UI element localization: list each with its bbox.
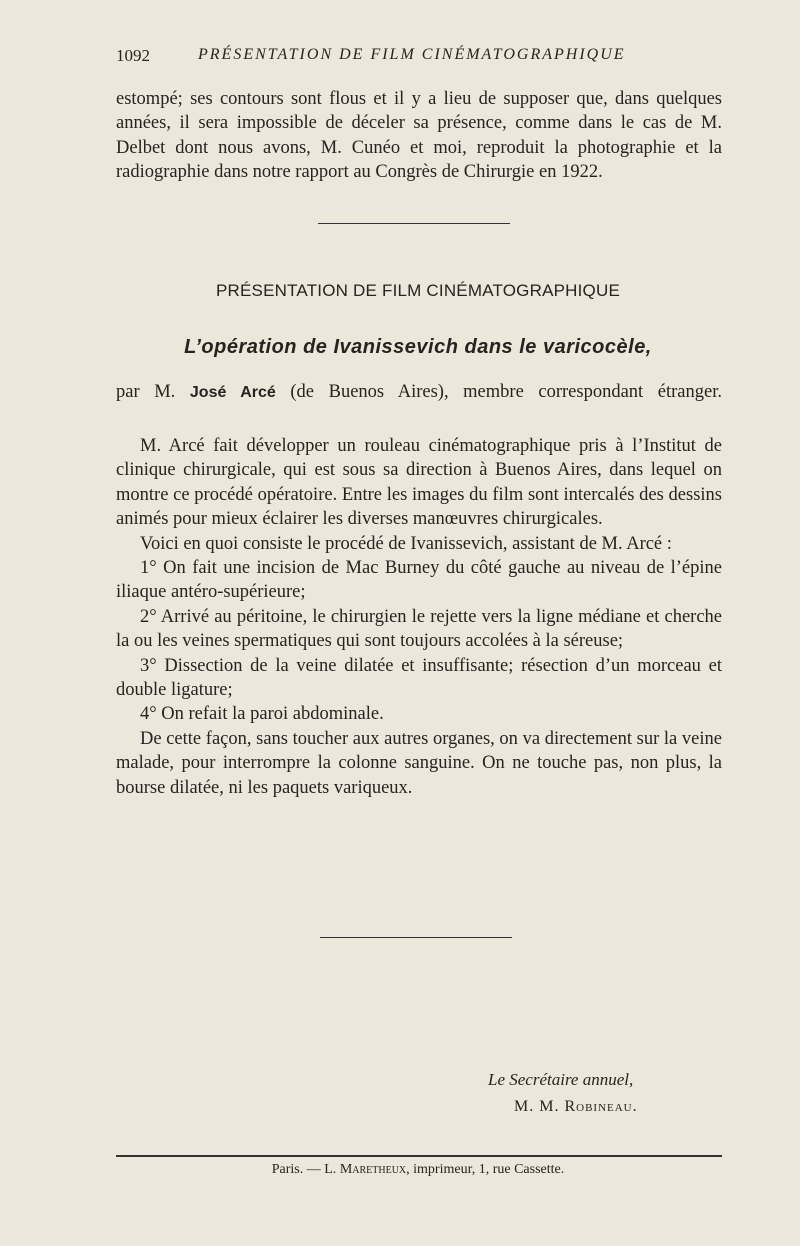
- body-paragraph: M. Arcé fait développer un rouleau cinématographique pris à l’Institut de clinique chirurgicale, qui est sous sa direction à Buenos Aires, dans lequel on montre ce procédé opératoire. Entre les images du film sont intercalés des dessins animés pour mieux éclairer les diverses manœuvres chirurgicales.: [116, 436, 722, 530]
- body-paragraph: 4° On refait la paroi abdominale.: [140, 704, 384, 725]
- signature-role: Le Secrétaire annuel,: [488, 1070, 634, 1089]
- article-subtitle: L’opération de Ivanissevich dans le varicocèle,: [184, 336, 652, 358]
- article-body: [116, 434, 722, 800]
- signature-name-prefix: M. M.: [514, 1098, 565, 1115]
- section-divider-top: [318, 223, 510, 224]
- running-head: [116, 46, 722, 70]
- body-paragraph: 1° On fait une incision de Mac Burney du côté gauche au niveau de l’épine iliaque antéro-supérieure;: [116, 558, 722, 603]
- imprint-printer: Maretheux: [339, 1162, 407, 1177]
- page-number: 1092: [116, 46, 150, 65]
- footer-rule: [116, 1155, 722, 1157]
- imprint-suffix: , imprimeur, 1, rue Cassette.: [406, 1162, 565, 1177]
- section-divider-bottom: [320, 937, 512, 938]
- printer-imprint: [0, 1162, 800, 1178]
- body-paragraph: 2° Arrivé au péritoine, le chirurgien le rejette vers la ligne médiane et cherche la ou les veines spermatiques qui sont toujours accolées à la séreuse;: [116, 606, 722, 652]
- byline: [116, 382, 722, 403]
- imprint-prefix: Paris. — L.: [271, 1162, 340, 1177]
- signature-name: [514, 1098, 638, 1116]
- byline-prefix: par M.: [116, 382, 190, 402]
- running-title: PRÉSENTATION DE FILM CINÉMATOGRAPHIQUE: [198, 46, 626, 63]
- byline-author: José Arcé: [189, 384, 276, 401]
- body-paragraph: De cette façon, sans toucher aux autres organes, on va directement sur la veine malade, pour interrompre la colonne sanguine. On ne touche pas, non plus, la bourse dilatée, ni les paquets variqueux.: [116, 728, 722, 798]
- signature-surname: Robineau.: [564, 1098, 638, 1115]
- continuation-text: [116, 87, 722, 185]
- body-paragraph: 3° Dissection de la veine dilatée et insuffisante; résection d’un morceau et double ligature;: [116, 655, 722, 701]
- section-title: PRÉSENTATION DE FILM CINÉMATOGRAPHIQUE: [216, 281, 620, 300]
- byline-suffix: (de Buenos Aires), membre correspondant étranger.: [275, 382, 722, 402]
- body-paragraph: Voici en quoi consiste le procédé de Ivanissevich, assistant de M. Arcé :: [140, 533, 672, 554]
- continuation-paragraph: estompé; ses contours sont flous et il y a lieu de supposer que, dans quelques années, il sera impossible de déceler sa présence, comme dans le cas de M. Delbet dont nous avons, M. Cunéo et moi, reproduit la photographie et la radiographie dans notre rapport au Congrès de Chirurgie en 1922.: [116, 89, 722, 183]
